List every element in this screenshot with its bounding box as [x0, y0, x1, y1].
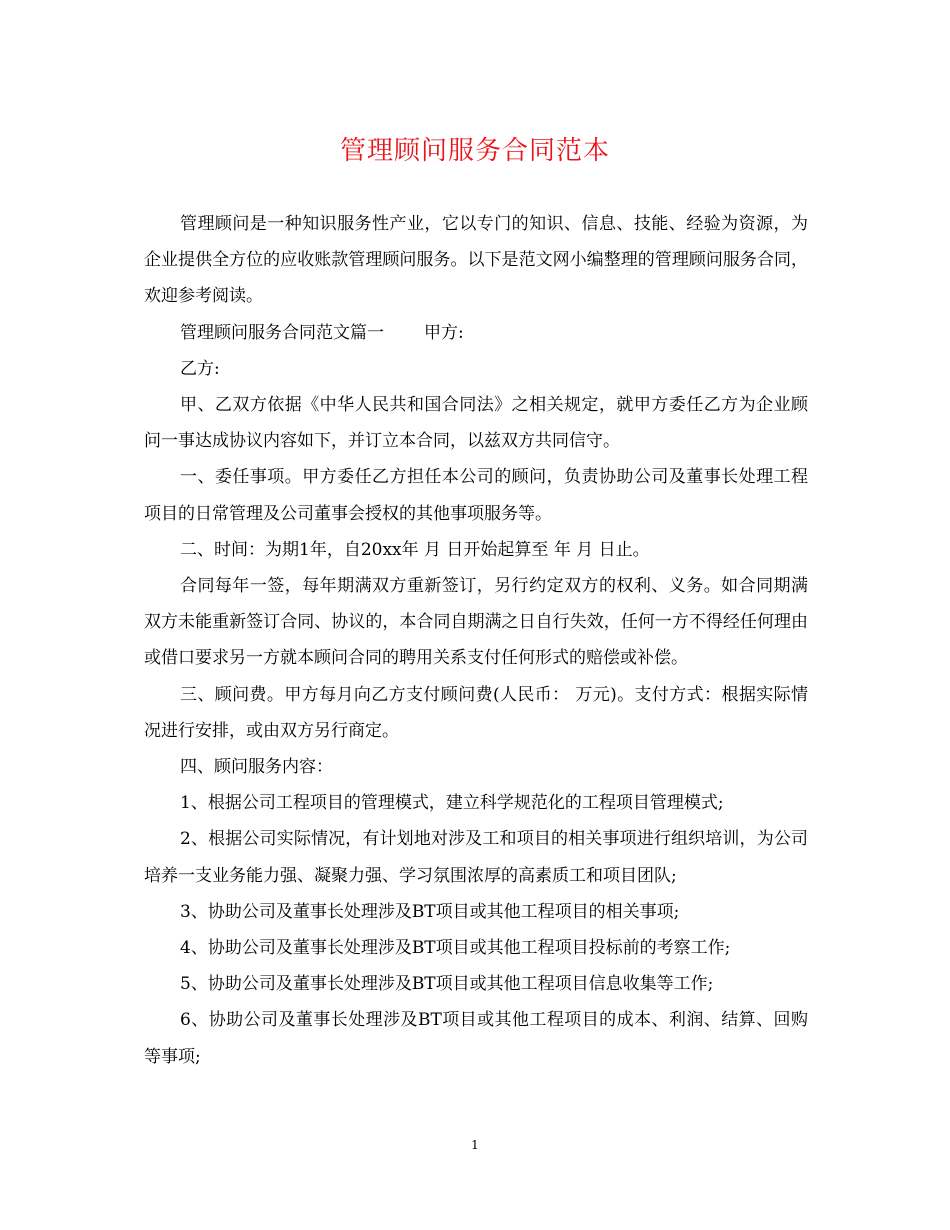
party-a-label: 甲方:: [424, 322, 464, 343]
paragraph: 一、委任事项。甲方委任乙方担任本公司的顾问，负责协助公司及董事长处理工程项目的日常管理及公司董事会授权的其他事项服务等。: [144, 467, 808, 524]
paragraph: 二、时间：为期1年，自20xx年 月 日开始起算至 年 月 日止。: [180, 539, 650, 560]
paragraph: 甲、乙双方依据《中华人民共和国合同法》之相关规定，就甲方委任乙方为企业顾问一事达成协议内容如下，并订立本合同，以兹双方共同信守。: [144, 395, 808, 452]
paragraph: 四、顾问服务内容：: [180, 757, 333, 778]
list-item: 5、协助公司及董事长处理涉及BT项目或其他工程项目信息收集等工作;: [180, 974, 714, 995]
section-heading: 管理顾问服务合同范文篇一: [180, 322, 384, 343]
document-body: [144, 206, 808, 1075]
list-item: 3、协助公司及董事长处理涉及BT项目或其他工程项目的相关事项;: [180, 901, 680, 922]
section-header-line: [144, 315, 808, 351]
list-item: 4、协助公司及董事长处理涉及BT项目或其他工程项目投标前的考察工作;: [180, 938, 731, 959]
paragraph: 合同每年一签，每年期满双方重新签订，另行约定双方的权利、义务。如合同期满双方未能重新签订合同、协议的，本合同自期满之日自行失效，任何一方不得经任何理由或借口要求另一方就本顾问合同的聘用关系支付任何形式的赔偿或补偿。: [144, 576, 808, 669]
list-item: 2、根据公司实际情况，有计划地对涉及工和项目的相关事项进行组织培训，为公司培养一支业务能力强、凝聚力强、学习氛围浓厚的高素质工和项目团队;: [144, 829, 808, 886]
paragraph: 三、顾问费。甲方每月向乙方支付顾问费(人民币： 万元)。支付方式：根据实际情况进行安排，或由双方另行商定。: [144, 684, 808, 741]
party-b-label: 乙方:: [180, 358, 220, 379]
list-item: 6、协助公司及董事长处理涉及BT项目或其他工程项目的成本、利润、结算、回购等事项;: [144, 1010, 808, 1067]
page-number: 1: [471, 1138, 479, 1152]
document-title: 管理顾问服务合同范本: [339, 136, 610, 166]
list-item: 1、根据公司工程项目的管理模式，建立科学规范化的工程项目管理模式;: [180, 793, 724, 814]
intro-paragraph: 管理顾问是一种知识服务性产业，它以专门的知识、信息、技能、经验为资源，为企业提供全方位的应收账款管理顾问服务。以下是范文网小编整理的管理顾问服务合同，欢迎参考阅读。: [144, 214, 808, 307]
